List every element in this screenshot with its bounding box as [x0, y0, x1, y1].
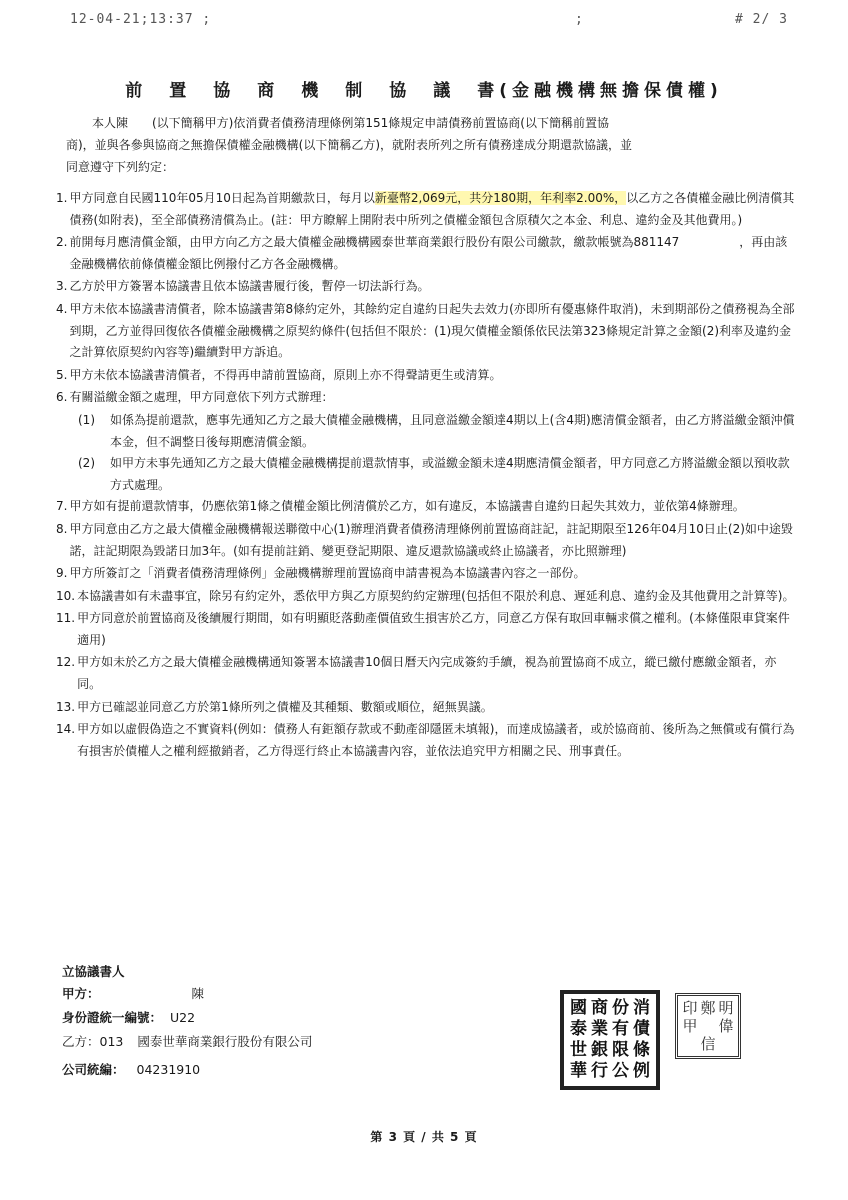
party-a-label: 甲方：	[62, 986, 100, 1001]
clause-text: 甲方如有提前還款情事，仍應依第1條之債權金額比例清償於乙方，如有違反，本協議書自違約日起失其效力，並依第4條辦理。	[69, 499, 745, 514]
clause-1	[56, 188, 796, 231]
clause-2	[56, 232, 796, 275]
clause-1-highlight: 新臺幣2,069元，共分180期，年利率2.00%，	[374, 191, 627, 205]
clause-number: 14.	[56, 722, 76, 737]
clause-4	[56, 299, 796, 364]
intro-line-2: 商)，並與各參與協商之無擔保債權金融機構(以下簡稱乙方)，就附表所列之所有債務達成分期還款協議，並	[66, 138, 633, 152]
clause-text: 乙方於甲方簽署本協議書且依本協議書履行後，暫停一切法訴行為。	[69, 279, 430, 294]
clause-number: 3.	[56, 279, 68, 294]
clause-number: 12.	[56, 655, 76, 670]
clause-3	[56, 276, 796, 298]
clause-text: 甲方未依本協議書清償者，除本協議書第8條約定外，其餘約定自違約日起失去效力(亦即所有優惠條件取消)，未到期部份之債務視為全部到期，乙方並得回復依各債權金融機構之原契約條件(包括但不限於：(1)現欠債權金額係依民法第323條規定計算之金額(2)利率及違約金之計算依原契約內容等)繼續對甲方訴追。	[69, 301, 795, 360]
clause-text: 甲方同意於前置協商及後續履行期間，如有明顯貶落動產價值致生損害於乙方，同意乙方保有取回車輛求償之權利。(本條僅限車貸案件適用)	[77, 611, 790, 647]
party-b-name: 國泰世華商業銀行股份有限公司	[137, 1034, 313, 1049]
id-number-value: U22	[170, 1010, 196, 1025]
clause-text	[69, 188, 796, 231]
clause-9	[56, 563, 796, 585]
id-number-label: 身份證統一編號：	[62, 1010, 163, 1025]
party-b-label: 乙方：013	[62, 1034, 124, 1049]
clause-number: 6.	[56, 390, 68, 405]
clause-text: 甲方所簽訂之「消費者債務清理條例」金融機構辦理前置協商申請書視為本協議書內容之一部份。	[69, 566, 586, 581]
clause-13	[56, 697, 796, 719]
intro-line-3: 同意遵守下列約定：	[66, 160, 175, 174]
clause-1-pre: 甲方同意自民國110年05月10日起為首期繳款日，每月以	[69, 191, 375, 205]
intro-line-1: 本人陳 (以下簡稱甲方)依消費者債務清理條例第151條規定申請債務前置協商(以下簡稱前置協	[92, 116, 609, 130]
clause-number: 11.	[56, 611, 76, 626]
company-number-label: 公司統編：	[62, 1062, 125, 1077]
clause-number: 10.	[56, 588, 76, 603]
party-b-line	[62, 1032, 312, 1050]
clause-1-post: 以乙方之各債權金融比例清償其債務(如附表)，至全部債務清償為止。(註：甲方瞭解上開附表中所列之債權金額包含原積欠之本金、利息、違約金及其他費用。)	[69, 191, 795, 227]
clause-10	[56, 586, 796, 608]
company-number-line	[62, 1060, 200, 1078]
party-a-line	[62, 984, 204, 1002]
clause-5	[56, 365, 796, 387]
sub-text: 如甲方未事先通知乙方之最大債權金融機構提前還款情事，或溢繳金額未達4期應清償金額者，甲方同意乙方將溢繳金額以預收款方式處理。	[110, 456, 790, 492]
company-number-value: 04231910	[136, 1062, 201, 1077]
clause-number: 9.	[56, 566, 68, 581]
clause-number: 1.	[56, 191, 68, 205]
clause-text: 甲方已確認並同意乙方於第1條所列之債權及其種類、數額或順位，絕無異議。	[77, 699, 493, 714]
clause-7	[56, 496, 796, 518]
clause-number: 2.	[56, 235, 68, 250]
intro-paragraph	[66, 112, 782, 178]
party-a-name: 陳	[191, 986, 205, 1001]
sub-number: (2)	[78, 456, 95, 471]
fax-separator: ;	[575, 12, 584, 27]
clause-text: 本協議書如有未盡事宜，除另有約定外，悉依甲方與乙方原契約約定辦理(包括但不限於利息、遲延利息、違約金及其他費用之計算等)。	[77, 588, 795, 603]
clause-text: 前開每月應清償金額，由甲方向乙方之最大債權金融機構國泰世華商業銀行股份有限公司繳款，繳款帳號為881147 ，再由該金融機構依前條債權金額比例撥付乙方各金融機構。	[69, 235, 788, 271]
clause-text: 有關溢繳金額之處理，甲方同意依下列方式辦理：	[69, 390, 334, 405]
clause-6-sub-1	[56, 410, 796, 453]
clause-text: 甲方未依本協議書清償者，不得再申請前置協商，原則上亦不得聲請更生或清算。	[69, 367, 502, 382]
clause-12	[56, 652, 796, 695]
clause-list	[56, 188, 796, 763]
clause-number: 5.	[56, 367, 68, 382]
clause-text: 甲方如以虛假偽造之不實資料(例如：債務人有鉅額存款或不動產卻隱匿未填報)，而達成協議者，或於協商前、後所為之無償或有償行為有損害於債權人之權利經撤銷者，乙方得逕行終止本協議書內容，並依法追究甲方相關之民、刑事責任。	[77, 722, 795, 758]
document-title: 前 置 協 商 機 制 協 議 書(金融機構無擔保債權)	[125, 81, 723, 101]
clause-text: 甲方同意由乙方之最大債權金融機構報送聯徵中心(1)辦理消費者債務清理條例前置協商註記，註記期限至126年04月10日止(2)如中途毀諾，註記期限為毀諾日加3年。(如有提前註銷、變更登記期限、違反還款協議或終止協議者，亦比照辦理)	[69, 521, 793, 558]
clause-8	[56, 519, 796, 562]
sub-text: 如係為提前還款，應事先通知乙方之最大債權金融機構，且同意溢繳金額達4期以上(含4期)應清償金額者，由乙方將溢繳金額沖償本金，但不調整日後每期應清償金額。	[110, 412, 795, 449]
clause-11	[56, 608, 796, 651]
signatory-heading: 立協議書人	[62, 964, 125, 979]
clause-text: 甲方如未於乙方之最大債權金融機構通知簽署本協議書10個日曆天內完成簽約手續，視為前置協商不成立，縱已繳付應繳金額者，亦同。	[77, 655, 777, 692]
clause-number: 7.	[56, 499, 68, 514]
id-number-line	[62, 1008, 195, 1026]
clause-6	[56, 387, 796, 409]
representative-seal-stamp: 印 鄭 明 甲 偉 信	[675, 993, 741, 1059]
fax-page-number: # 2/ 3	[735, 12, 788, 27]
clause-number: 13.	[56, 699, 76, 714]
clause-number: 4.	[56, 301, 68, 316]
fax-timestamp: 12-04-21;13:37 ;	[70, 12, 212, 27]
clause-number: 8.	[56, 521, 68, 536]
clause-14	[56, 719, 796, 762]
page-footer: 第 3 頁 / 共 5 頁	[370, 1130, 478, 1144]
sub-number: (1)	[78, 412, 95, 427]
clause-6-sub-2	[56, 453, 796, 496]
bank-seal-stamp: 國 商 份 消 泰 業 有 債 世 銀 限 條 華 行 公 例	[560, 990, 660, 1090]
